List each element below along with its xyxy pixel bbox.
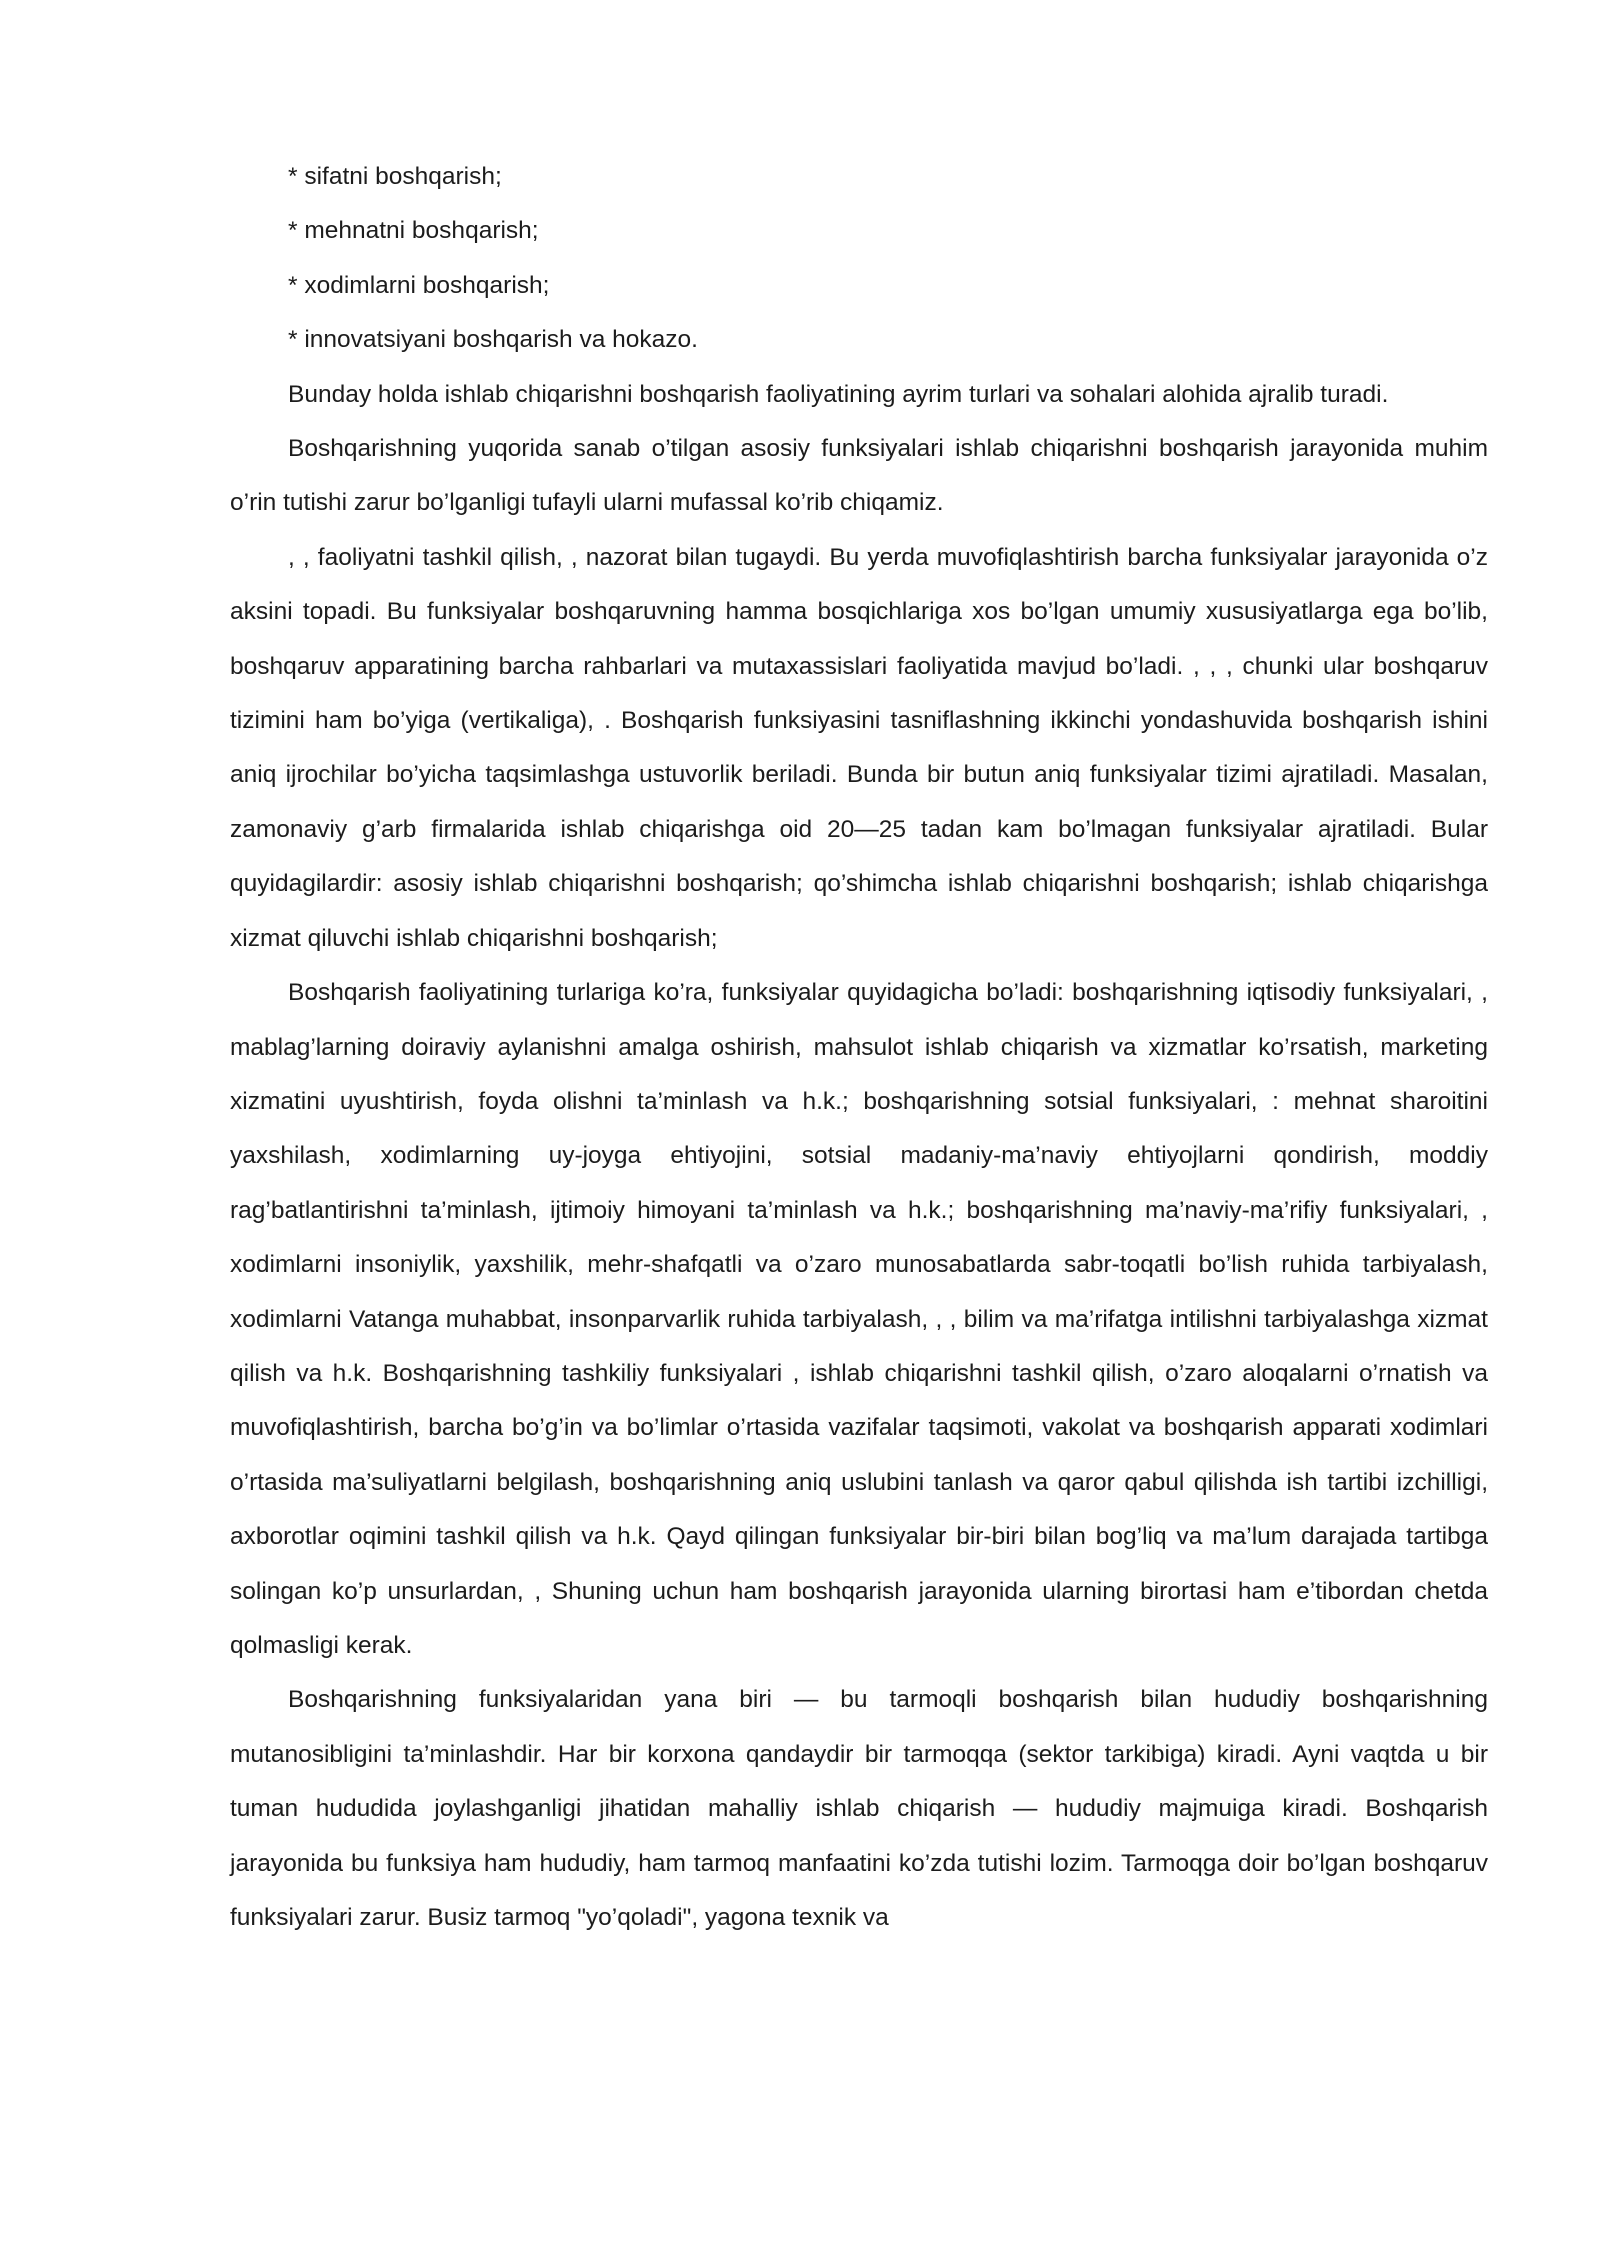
paragraph: Boshqarish faoliyatining turlariga ko’ra, funksiyalar quyidagicha bo’ladi: boshqarishning iqtisodiy funksiyalari, , mablag’larning doiraviy aylanishni amalga oshirish, mahsulot ishlab chiqarish va xizmatlar ko’rsatish, marketing xizmatini uyushtirish, foyda olishni ta’minlash va h.k.; boshqarishning sotsial funksiyalari, : mehnat sharoitini yaxshilash, xodimlarning uy-joyga ehtiyojini, sotsial madaniy-ma’naviy ehtiyojlarni qondirish, moddiy rag’batlantirishni ta’minlash, ijtimoiy himoyani ta’minlash va h.k.; boshqarishning ma’naviy-ma’rifiy funksiyalari, , xodimlarni insoniylik, yaxshilik, mehr-shafqatli va o’zaro munosabatlarda sabr-toqatli bo’lish ruhida tarbiyalash, xodimlarni Vatanga muhabbat, insonparvarlik ruhida tarbiyalash, , , bilim va ma’rifatga intilishni tarbiyalashga xizmat qilish va h.k. Boshqarishning tashkiliy funksiyalari , ishlab chiqarishni tashkil qilish, o’zaro aloqalarni o’rnatish va muvofiqlashtirish, barcha bo’g’in va bo’limlar o’rtasida vazifalar taqsimoti, vakolat va boshqarish apparati xodimlari o’rtasida ma’suliyatlarni belgilash, boshqarishning aniq uslubini tanlash va qaror qabul qilishda ish tartibi izchilligi, axborotlar oqimini tashkil qilish va h.k. Qayd qilingan funksiyalar bir-biri bilan bog’liq va ma’lum darajada tartibga solingan ko’p unsurlardan, , Shuning uchun ham boshqarish jarayonida ularning birortasi ham e’tibordan chetda qolmasligi kerak. [230, 979, 1488, 1659]
document-page [230, 150, 1488, 1945]
paragraph: , , faoliyatni tashkil qilish, , nazorat bilan tugaydi. Bu yerda muvofiqlashtirish barcha funksiyalar jarayonida o’z aksini topadi. Bu funksiyalar boshqaruvning hamma bosqichlariga xos bo’lgan umumiy xususiyatlarga ega bo’lib, boshqaruv apparatining barcha rahbarlari va mutaxassislari faoliyatida mavjud bo’ladi. , , , chunki ular boshqaruv tizimini ham bo’yiga (vertikaliga), . Boshqarish funksiyasini tasniflashning ikkinchi yondashuvida boshqarish ishini aniq ijrochilar bo’yicha taqsimlashga ustuvorlik beriladi. Bunda bir butun aniq funksiyalar tizimi ajratiladi. Masalan, zamonaviy g’arb firmalarida ishlab chiqarishga oid 20—25 tadan kam bo’lmagan funksiyalar ajratiladi. Bular quyidagilardir: asosiy ishlab chiqarishni boshqarish; qo’shimcha ishlab chiqarishni boshqarish; ishlab chiqarishga xizmat qiluvchi ishlab chiqarishni boshqarish; [230, 543, 1488, 952]
paragraph: Boshqarishning funksiyalaridan yana biri — bu tarmoqli boshqarish bilan hududiy boshqarishning mutanosibligini ta’minlashdir. Har bir korxona qandaydir bir tarmoqqa (sektor tarkibiga) kiradi. Ayni vaqtda u bir tuman hududida joylashganligi jihatidan mahalliy ishlab chiqarish — hududiy majmuiga kiradi. Boshqarish jarayonida bu funksiya ham hududiy, ham tarmoq manfaatini ko’zda tutishi lozim. Tarmoqga doir bo’lgan boshqaruv funksiyalari zarur. Busiz tarmoq "yo’qoladi", yagona texnik va [230, 1686, 1488, 1931]
bullet-item: * mehnatni boshqarish; [288, 217, 539, 245]
paragraph: Bunday holda ishlab chiqarishni boshqarish faoliyatining ayrim turlari va sohalari alohida ajralib turadi. [288, 380, 1389, 408]
bullet-item: * sifatni boshqarish; [288, 163, 502, 190]
bullet-item: * xodimlarni boshqarish; [288, 271, 550, 299]
paragraph: Boshqarishning yuqorida sanab o’tilgan asosiy funksiyalari ishlab chiqarishni boshqarish jarayonida muhim o’rin tutishi zarur bo’lganligi tufayli ularni mufassal ko’rib chiqamiz. [230, 435, 1488, 517]
bullet-item: * innovatsiyani boshqarish va hokazo. [288, 326, 698, 354]
